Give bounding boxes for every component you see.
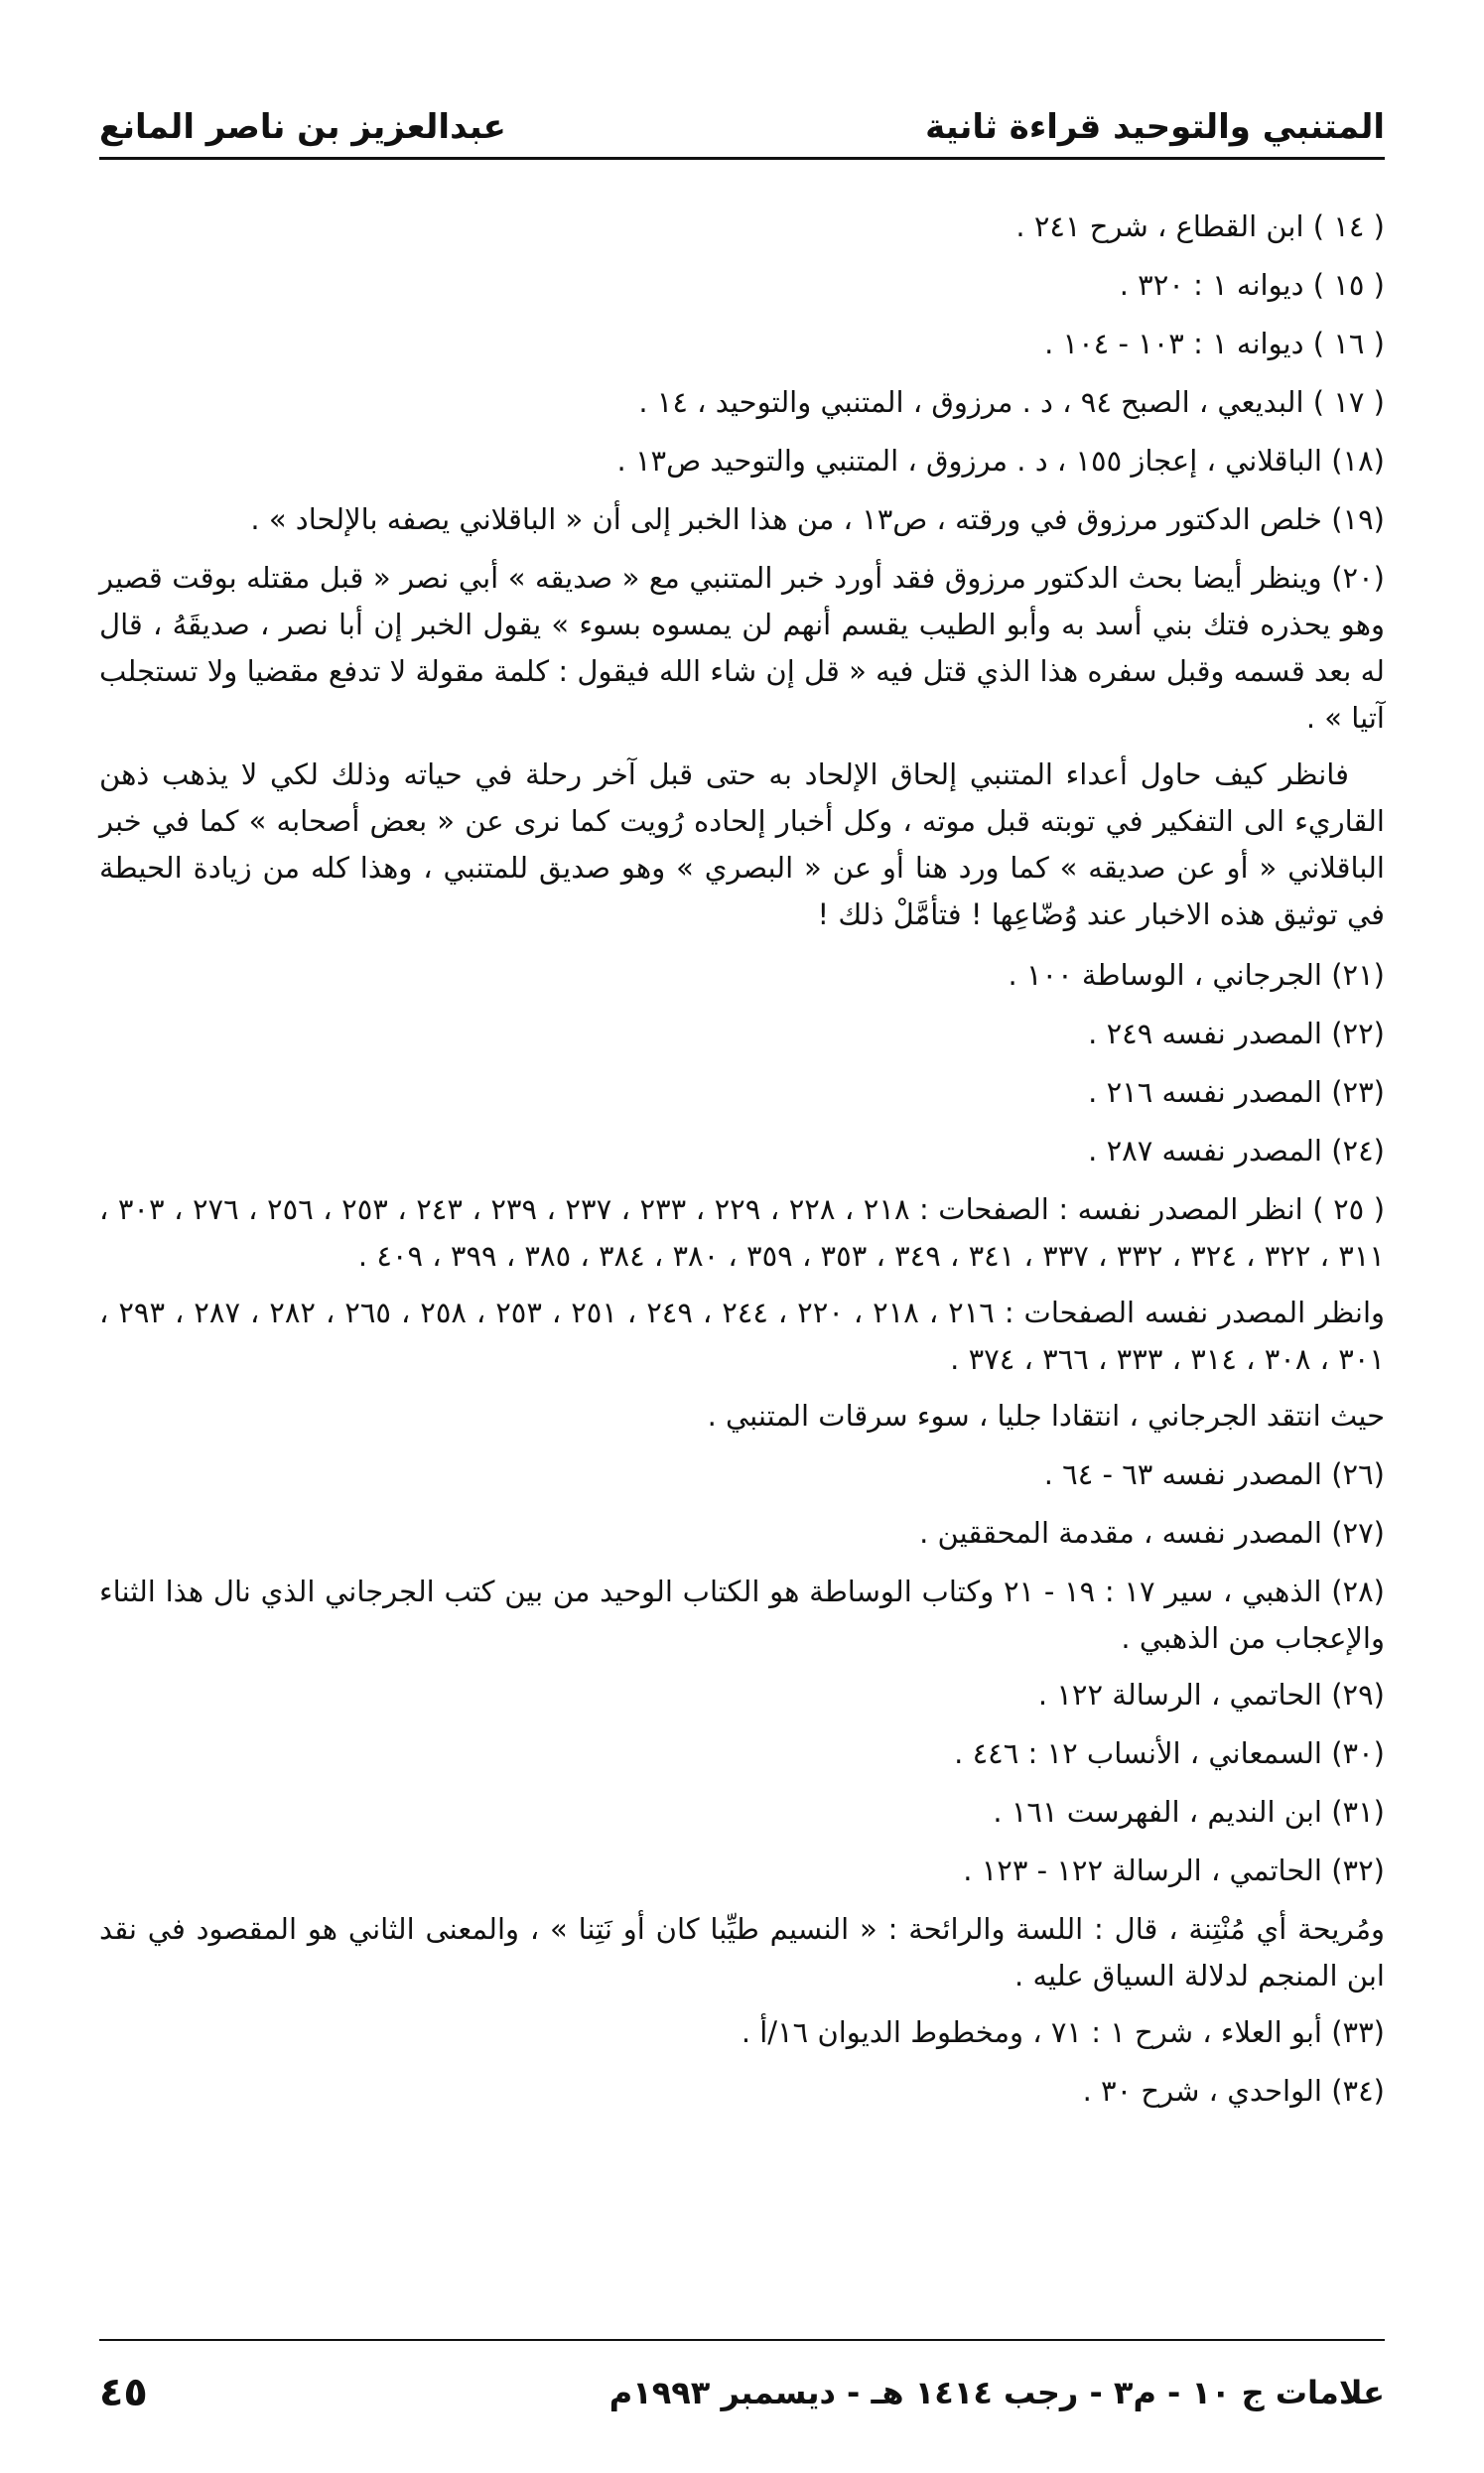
- footnote-25-remark: حيث انتقد الجرجاني ، انتقادا جليا ، سوء سرقات المتنبي .: [707, 1399, 1385, 1433]
- header-author: عبدالعزيز بن ناصر المانع: [99, 107, 506, 147]
- footnote-26: (٢٦) المصدر نفسه ٦٣ - ٦٤ .: [1043, 1457, 1385, 1491]
- footer-rule: [99, 2339, 1385, 2341]
- page-footer: [99, 2363, 1385, 2422]
- footnote-16: ( ١٦ ) ديوانه ١ : ١٠٣ - ١٠٤ .: [1044, 327, 1385, 360]
- header-title: المتنبي والتوحيد قراءة ثانية: [925, 107, 1385, 147]
- commentary-paragraph: فانظر كيف حاول أعداء المتنبي إلحاق الإلحاد به حتى قبل آخر رحلة في حياته وذلك لكي لا يذهب ذهن القاريء الى التفكير في توبته قبل موته ، وكل أخبار إلحاده رُويت كما نرى عن « بعض أصحابه » كما في خبر الباقلاني « أو عن صديقه » كما ورد هنا أو عن « البصري » وهو صديق للمتنبي ، وهذا كله من زيادة الحيطة في توثيق هذه الاخبار عند وُضّاعِها ! فتأمَّلْ ذلك !: [99, 757, 1385, 931]
- footnote-29: (٢٩) الحاتمي ، الرسالة ١٢٢ .: [1037, 1678, 1385, 1712]
- header-rule: [99, 157, 1385, 160]
- footnote-27: (٢٧) المصدر نفسه ، مقدمة المحققين .: [919, 1516, 1385, 1550]
- footnote-23: (٢٣) المصدر نفسه ٢١٦ .: [1088, 1075, 1385, 1109]
- journal-citation: علامات ج ١٠ - م٣ - رجب ١٤١٤ هـ - ديسمبر ١٩٩٣م: [608, 2374, 1385, 2411]
- page-header: [99, 87, 1385, 147]
- footnote-22: (٢٢) المصدر نفسه ٢٤٩ .: [1088, 1017, 1385, 1050]
- footnote-24: (٢٤) المصدر نفسه ٢٨٧ .: [1088, 1134, 1385, 1168]
- footnote-14: ( ١٤ ) ابن القطاع ، شرح ٢٤١ .: [1015, 209, 1385, 243]
- footnote-21: (٢١) الجرجاني ، الوساطة ١٠٠ .: [1008, 958, 1385, 992]
- footnote-25: ( ٢٥ ) انظر المصدر نفسه : الصفحات : ٢١٨ ، ٢٢٨ ، ٢٢٩ ، ٢٣٣ ، ٢٣٧ ، ٢٣٩ ، ٢٤٣ ، ٢٥٣ ، ٢٥٦ ، ٢٧٦ ، ٣٠٣ ، ٣١١ ، ٣٢٢ ، ٣٢٤ ، ٣٣٢ ، ٣٣٧ ، ٣٤١ ، ٣٤٩ ، ٣٥٣ ، ٣٥٩ ، ٣٨٠ ، ٣٨٤ ، ٣٨٥ ، ٣٩٩ ، ٤٠٩ .: [99, 1192, 1386, 1273]
- footnote-32-remark: ومُريحة أي مُنْتِنة ، قال : اللسة والرائحة : « النسيم طيِّبا كان أو نَتِنا » ، والمعنى الثاني هو المقصود في نقد ابن المنجم لدلالة السياق عليه .: [99, 1912, 1385, 1992]
- footnote-17: ( ١٧ ) البديعي ، الصبح ٩٤ ، د . مرزوق ، المتنبي والتوحيد ، ١٤ .: [638, 385, 1385, 419]
- footnote-20: (٢٠) وينظر أيضا بحث الدكتور مرزوق فقد أورد خبر المتنبي مع « صديقه » أبي نصر « قبل مقتله بوقت قصير وهو يحذره فتك بني أسد به وأبو الطيب يقسم أنهم لن يمسوه بسوء » يقول الخبر إن أبا نصر ، صديقَهُ ، قال له بعد قسمه وقبل سفره هذا الذي قتل فيه « قل إن شاء الله فيقول : كلمة مقولة لا تدفع مقضيا ولا تستجلب آتيا » .: [99, 561, 1385, 735]
- footnote-15: ( ١٥ ) ديوانه ١ : ٣٢٠ .: [1119, 268, 1385, 302]
- footnote-32: (٣٢) الحاتمي ، الرسالة ١٢٢ - ١٢٣ .: [963, 1854, 1385, 1887]
- footnote-34: (٣٤) الواحدي ، شرح ٣٠ .: [1082, 2074, 1385, 2108]
- footnote-33: (٣٣) أبو العلاء ، شرح ١ : ٧١ ، ومخطوط الديوان ١٦/أ .: [741, 2015, 1385, 2049]
- footnotes-body: [99, 204, 1385, 2127]
- footnote-19: (١٩) خلص الدكتور مرزوق في ورقته ، ص١٣ ، من هذا الخبر إلى أن « الباقلاني يصفه بالإلحاد » .: [250, 502, 1385, 536]
- footnote-18: (١٨) الباقلاني ، إعجاز ١٥٥ ، د . مرزوق ، المتنبي والتوحيد ص١٣ .: [616, 444, 1385, 478]
- page-number: ٤٥: [99, 2370, 148, 2415]
- footnote-31: (٣١) ابن النديم ، الفهرست ١٦١ .: [993, 1795, 1385, 1829]
- footnote-25-continued: وانظر المصدر نفسه الصفحات : ٢١٦ ، ٢١٨ ، ٢٢٠ ، ٢٤٤ ، ٢٤٩ ، ٢٥١ ، ٢٥٣ ، ٢٥٨ ، ٢٦٥ ، ٢٨٢ ، ٢٨٧ ، ٢٩٣ ، ٣٠١ ، ٣٠٨ ، ٣١٤ ، ٣٣٣ ، ٣٦٦ ، ٣٧٤ .: [99, 1296, 1386, 1376]
- footnote-28: (٢٨) الذهبي ، سير ١٧ : ١٩ - ٢١ وكتاب الوساطة هو الكتاب الوحيد من بين كتب الجرجاني الذي نال هذا الثناء والإعجاب من الذهبي .: [99, 1575, 1385, 1655]
- footnote-30: (٣٠) السمعاني ، الأنساب ١٢ : ٤٤٦ .: [954, 1736, 1385, 1770]
